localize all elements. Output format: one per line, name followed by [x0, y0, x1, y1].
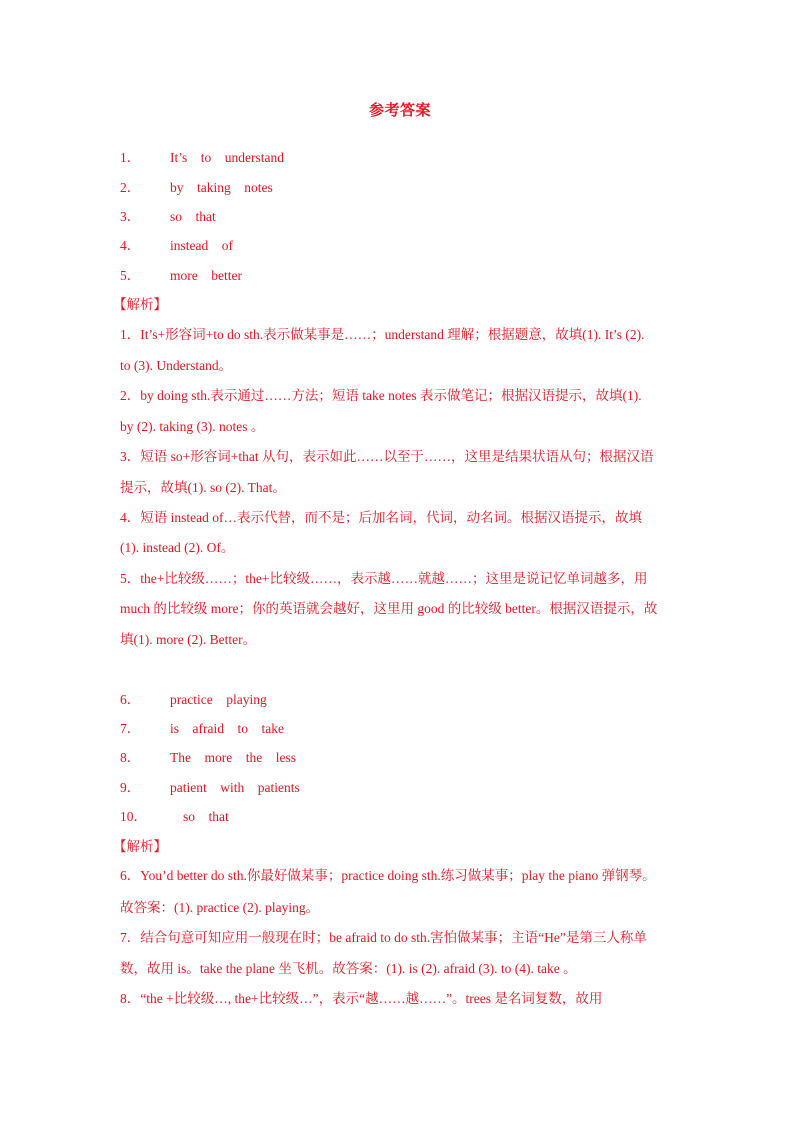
- explanation-line: 7．结合句意可知应用一般现在时；be afraid to do sth.害怕做某事；主语“He”是第三人称单: [120, 930, 647, 945]
- answer-text: more better: [170, 268, 242, 283]
- explanation-line: 1．It’s+形容词+to do sth.表示做某事是……；understand 理解；根据题意，故填(1). It’s (2).: [120, 327, 645, 342]
- explanation-line: (1). instead (2). Of。: [120, 540, 235, 555]
- explanation-line: 5．the+比较级……；the+比较级……，表示越……就越……；这里是说记忆单词越多，用: [120, 571, 648, 586]
- answer-number: 7．: [120, 721, 141, 736]
- answer-text: is afraid to take: [170, 721, 284, 736]
- answer-text: patient with patients: [170, 780, 300, 795]
- explanation-line: 数，故用 is。take the plane 坐飞机。故答案：(1). is (2). afraid (3). to (4). take 。: [120, 961, 577, 976]
- answer-line: [120, 691, 267, 709]
- analysis-label: 【解析】: [113, 839, 167, 854]
- answer-line: [120, 808, 229, 826]
- page-title: 参考答案: [368, 103, 431, 119]
- answer-number: 8．: [120, 750, 141, 765]
- answer-text: so that: [183, 809, 229, 824]
- explanation-line: by (2). taking (3). notes 。: [120, 419, 265, 434]
- explanation-line: 2．by doing sth.表示通过……方法；短语 take notes 表示做笔记；根据汉语提示，故填(1).: [120, 388, 642, 403]
- answer-text: by taking notes: [170, 180, 273, 195]
- answer-line: [120, 779, 300, 797]
- analysis-label: 【解析】: [113, 297, 167, 312]
- answer-line: [120, 267, 242, 285]
- explanation-line: 填(1). more (2). Better。: [120, 632, 257, 647]
- answer-number: 2．: [120, 180, 141, 195]
- answer-text: instead of: [170, 238, 233, 253]
- answer-line: [120, 720, 284, 738]
- explanation-line: 8．“the +比较级…, the+比较级…”，表示“越……越……”。trees 是名词复数，故用: [120, 991, 603, 1006]
- answer-number: 1．: [120, 150, 141, 165]
- answer-number: 5．: [120, 268, 141, 283]
- answer-text: It’s to understand: [170, 150, 284, 165]
- answer-text: so that: [170, 209, 216, 224]
- answer-line: [120, 237, 233, 255]
- answer-text: The more the less: [170, 750, 296, 765]
- answer-text: practice playing: [170, 692, 267, 707]
- answer-number: 10．: [120, 809, 147, 824]
- explanation-line: 6．You’d better do sth.你最好做某事；practice doing sth.练习做某事；play the piano 弹钢琴。: [120, 868, 656, 883]
- answer-number: 4．: [120, 238, 141, 253]
- answer-line: [120, 149, 284, 167]
- explanation-line: much 的比较级 more；你的英语就会越好，这里用 good 的比较级 better。根据汉语提示，故: [120, 601, 658, 616]
- explanation-line: 故答案：(1). practice (2). playing。: [120, 900, 320, 915]
- explanation-line: to (3). Understand。: [120, 358, 233, 373]
- explanation-line: 3．短语 so+形容词+that 从句，表示如此……以至于……，这里是结果状语从句；根据汉语: [120, 449, 654, 464]
- explanation-line: 提示，故填(1). so (2). That。: [120, 480, 286, 495]
- answer-line: [120, 749, 296, 767]
- answer-line: [120, 179, 273, 197]
- answer-line: [120, 208, 216, 226]
- answer-number: 9．: [120, 780, 141, 795]
- explanation-line: 4．短语 instead of…表示代替，而不是；后加名词，代词，动名词。根据汉语提示，故填: [120, 510, 642, 525]
- answer-number: 6．: [120, 692, 141, 707]
- answer-number: 3．: [120, 209, 141, 224]
